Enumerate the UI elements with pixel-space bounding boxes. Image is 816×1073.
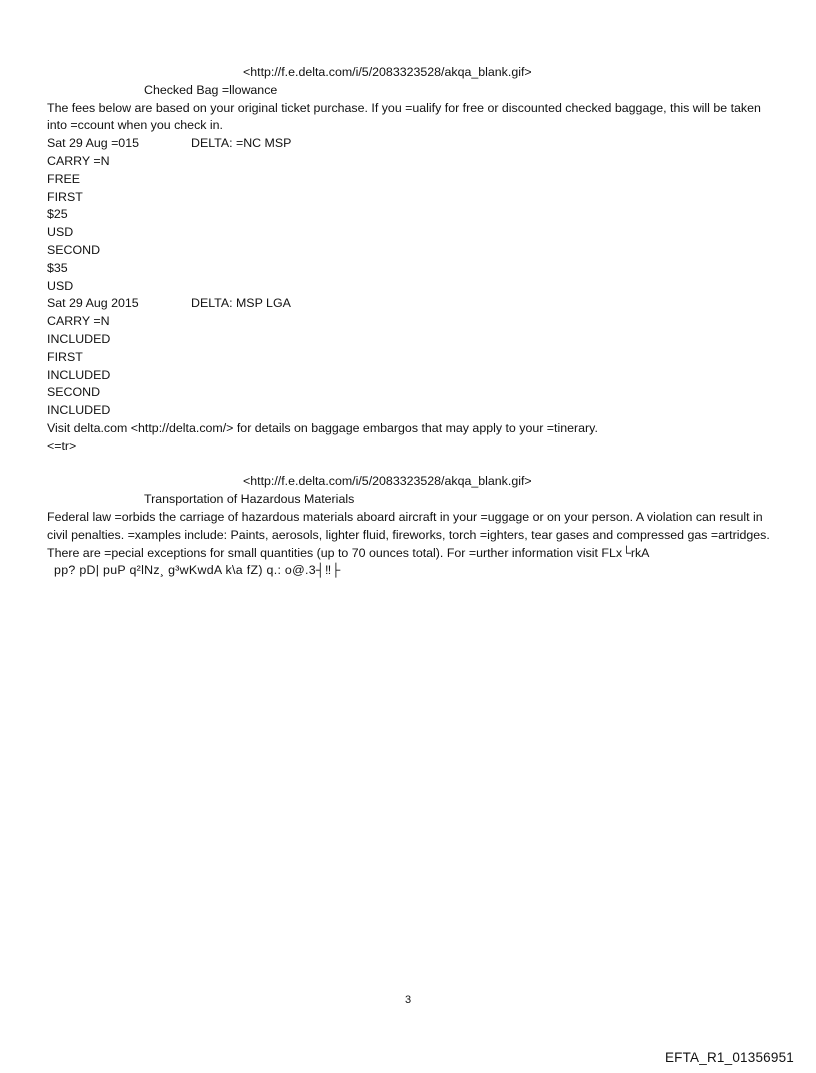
flight-2-line: INCLUDED xyxy=(47,403,111,418)
bates-number: EFTA_R1_01356951 xyxy=(664,1050,794,1065)
flight-1-date: Sat 29 Aug =015 xyxy=(47,136,139,151)
document-body xyxy=(47,64,777,580)
flight-2-line: SECOND xyxy=(47,385,101,400)
flight-1-line: FREE xyxy=(47,171,81,186)
image-url-2: <http://f.e.delta.com/i/5/2083323528/akqa_blank.gif> xyxy=(243,474,532,489)
garbled-text-line: pp? pD| puP q²lNz¸ g³wKwdA k\a fZ) q.: o@.3┤‼├ xyxy=(54,563,341,578)
checked-bag-heading: Checked Bag =llowance xyxy=(144,82,278,97)
flight-1-header xyxy=(47,135,777,153)
flight-1-line: FIRST xyxy=(47,189,83,204)
hazmat-paragraph: Federal law =orbids the carriage of hazardous materials aboard aircraft in your =uggage or on your person. A violation can result in civil penalties. =xamples include: Paints, aerosols, lighter fluid, fireworks, torch =ighters, tear gases and compressed gas =artridges. xyxy=(47,509,770,542)
visit-delta-note: Visit delta.com <http://delta.com/> for details on baggage embargos that may apply to your =tinerary. xyxy=(47,420,598,435)
flight-2-route: DELTA: MSP LGA xyxy=(191,296,291,311)
flight-1-line: CARRY =N xyxy=(47,153,110,168)
tr-tag-text: <=tr> xyxy=(47,438,77,453)
section-spacer xyxy=(47,456,777,474)
flight-2-line: CARRY =N xyxy=(47,314,110,329)
hazmat-heading: Transportation of Hazardous Materials xyxy=(144,492,355,507)
flight-1-line: USD xyxy=(47,278,74,293)
flight-1-route: DELTA: =NC MSP xyxy=(191,136,292,151)
flight-2-line: INCLUDED xyxy=(47,367,111,382)
page-number: 3 xyxy=(404,994,412,1006)
special-exceptions-line: There are =pecial exceptions for small quantities (up to 70 ounces total). For =urther information visit FLx└rkA xyxy=(47,545,650,560)
flight-2-date: Sat 29 Aug 2015 xyxy=(47,296,139,311)
fees-intro-paragraph: The fees below are based on your original ticket purchase. If you =ualify for free or discounted checked baggage, this will be taken into =ccount when you check in. xyxy=(47,100,761,133)
flight-1-line: USD xyxy=(47,225,74,240)
flight-1-line: SECOND xyxy=(47,242,101,257)
flight-2-header xyxy=(47,295,777,313)
flight-2-line: FIRST xyxy=(47,349,83,364)
flight-1-line: $35 xyxy=(47,260,68,275)
flight-1-line: $25 xyxy=(47,207,68,222)
image-url-1: <http://f.e.delta.com/i/5/2083323528/akqa_blank.gif> xyxy=(243,65,532,79)
flight-2-line: INCLUDED xyxy=(47,331,111,346)
